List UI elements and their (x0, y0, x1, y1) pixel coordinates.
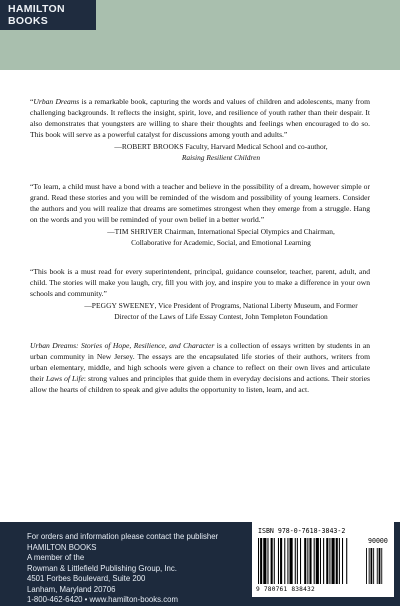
full-title-italic: Urban Dreams: Stories of Hope, Resilience, and Character (30, 341, 215, 350)
endorsement-2-attribution (30, 227, 370, 248)
endorser-name: —TIM SHRIVER (107, 227, 163, 236)
order-line-6: Lanham, Maryland 20706 (27, 584, 116, 594)
endorser-name: —PEGGY SWEENEY (84, 301, 155, 310)
order-line-1: For orders and information please contact the publisher (27, 532, 219, 541)
book-description-text (30, 340, 370, 395)
order-line-3: A member of the (27, 553, 85, 562)
endorsement-3-quote: “This book is a must read for every superintendent, principal, guidance counselor, teacher, parent, adult, and child. The stories will make you laugh, cry, fill you with joy, and inspire you to make a difference in your own schools and community.” (30, 267, 370, 298)
description-part-2: : strong values and principles that guide them in everyday decisions and actions. Their stories allow the hearts of children to speak and give adults the opportunity to listen, learn, and act. (30, 374, 370, 394)
endorsement-1 (30, 96, 370, 163)
endorser-role: , Vice President of Programs, National Liberty Museum, and Former (154, 301, 358, 310)
endorser-extra: Director of the Laws of Life Essay Contest, John Templeton Foundation (114, 311, 328, 321)
endorsement-2 (30, 181, 370, 248)
endorsement-1-attribution (30, 142, 370, 163)
order-line-5: 4501 Forbes Boulevard, Suite 200 (27, 574, 146, 583)
publisher-name: HAMILTON BOOKS (8, 3, 65, 27)
order-line-7: 1-800-462-6420 • www.hamilton-books.com (27, 595, 178, 604)
barcode-bars-icon (258, 538, 388, 586)
endorsement-1-text: is a remarkable book, capturing the words and values of children and adolescents, many from challenging backgrounds. It reflects the insight, spirit, love, and resilience of youth rather than their despair. It also demonstrates that youngsters are willing to share their thoughts and feelings when encouraged to do so. This book will serve as a powerful catalyst for discussions among youth and adults.” (30, 97, 371, 139)
price-code: 90000 (368, 537, 388, 545)
endorser-name: —ROBERT BROOKS (114, 142, 184, 151)
description-part-1: is a collection of essays written by students in an urban community in New Jersey. The essays are the encapsulated life stories of their authors, writers from urban elementary, middle, and high schools were given a chance to reflect on their own lives and articulate their (30, 341, 370, 383)
top-color-band (0, 0, 400, 70)
laws-of-life-italic: Laws of Life (45, 374, 84, 383)
isbn-number: ISBN 978-0-7618-3843-2 (258, 527, 346, 535)
book-description (30, 340, 370, 395)
order-information (27, 532, 218, 606)
endorser-extra: Collaborative for Academic, Social, and Emotional Learning (131, 237, 311, 247)
endorser-role: Faculty, Harvard Medical School and co-author, (183, 142, 328, 151)
endorser-extra: Raising Resilient Children (181, 152, 261, 162)
back-cover-text-panel (0, 70, 400, 522)
endorser-role: Chairman, International Special Olympics and Chairman, (162, 227, 335, 236)
endorsement-1-quote (30, 96, 370, 140)
barcode-digits: 9 780761 838432 (256, 586, 315, 593)
book-title-italic: Urban Dreams (33, 97, 80, 106)
endorsement-3-attribution (30, 301, 370, 322)
bottom-band (0, 522, 400, 604)
isbn-barcode (252, 522, 394, 597)
publisher-logo (0, 0, 96, 30)
endorsement-2-quote: “To learn, a child must have a bond with a teacher and believe in the possibility of a dream, however simple or grand. Read these stories and you will be reminded of the wisdom and possibility of young learners. Consider the authors and you will realize that dreams are sometimes strongest when they emerge from a struggle. Hang on the words and you will be reminded of your own belief in a better world.” (30, 182, 370, 224)
endorsement-3 (30, 266, 370, 322)
order-line-2: HAMILTON BOOKS (27, 542, 97, 552)
open-quote: “ (30, 97, 34, 106)
order-line-4: Rowman & Littlefield Publishing Group, Inc. (27, 563, 177, 573)
